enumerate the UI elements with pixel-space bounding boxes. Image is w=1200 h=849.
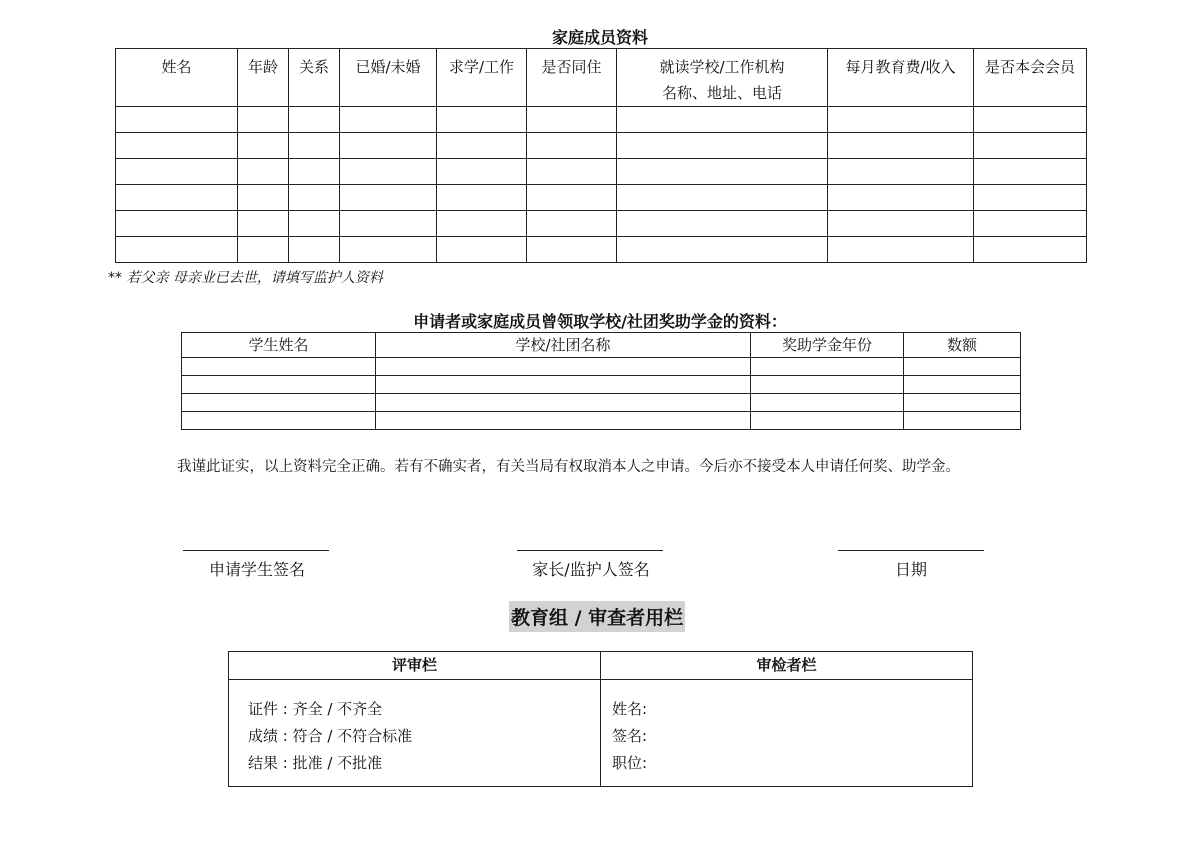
table-cell[interactable] bbox=[527, 237, 617, 263]
table-cell[interactable] bbox=[828, 133, 974, 159]
table-cell[interactable] bbox=[116, 159, 238, 185]
table-cell[interactable] bbox=[751, 412, 904, 430]
table-row bbox=[116, 133, 1087, 159]
table-cell[interactable] bbox=[527, 185, 617, 211]
table-cell[interactable] bbox=[340, 107, 437, 133]
table-cell[interactable] bbox=[289, 159, 340, 185]
parent-signature-line[interactable] bbox=[517, 550, 663, 551]
review-box bbox=[228, 651, 973, 787]
table-cell[interactable] bbox=[340, 185, 437, 211]
table-cell[interactable] bbox=[116, 237, 238, 263]
header-study-work: 求学/工作 bbox=[437, 49, 527, 107]
table-row bbox=[116, 185, 1087, 211]
header-award-year: 奖助学金年份 bbox=[751, 333, 904, 358]
header-member: 是否本会会员 bbox=[974, 49, 1087, 107]
table-cell[interactable] bbox=[828, 107, 974, 133]
table-cell[interactable] bbox=[527, 211, 617, 237]
header-marital: 已婚/未婚 bbox=[340, 49, 437, 107]
parent-signature-label: 家长/监护人签名 bbox=[532, 560, 650, 579]
table-cell[interactable] bbox=[974, 159, 1087, 185]
table-cell[interactable] bbox=[116, 211, 238, 237]
student-signature-line[interactable] bbox=[183, 550, 329, 551]
family-members-table bbox=[115, 48, 1087, 263]
header-school-org-line1: 就读学校/工作机构 bbox=[659, 58, 785, 76]
table-cell[interactable] bbox=[289, 185, 340, 211]
date-label: 日期 bbox=[894, 560, 927, 579]
table-row bbox=[116, 107, 1087, 133]
guardian-note: ** 若父亲 母亲业已去世，请填写监护人资料 bbox=[108, 270, 383, 286]
header-student-name: 学生姓名 bbox=[182, 333, 376, 358]
review-right-header: 审检者栏 bbox=[601, 652, 972, 680]
declaration-text: 我谨此证实，以上资料完全正确。若有不确实者，有关当局有权取消本人之申请。今后亦不接受本人申请任何奖、助学金。 bbox=[177, 459, 960, 475]
table-cell[interactable] bbox=[751, 394, 904, 412]
table-cell[interactable] bbox=[238, 185, 289, 211]
table-cell[interactable] bbox=[974, 133, 1087, 159]
table-cell[interactable] bbox=[116, 185, 238, 211]
table-cell[interactable] bbox=[182, 358, 376, 376]
table-cell[interactable] bbox=[116, 107, 238, 133]
header-school-org bbox=[617, 49, 828, 107]
table-cell[interactable] bbox=[437, 159, 527, 185]
table-cell[interactable] bbox=[904, 358, 1021, 376]
table-cell[interactable] bbox=[974, 237, 1087, 263]
table-cell[interactable] bbox=[376, 394, 751, 412]
table-cell[interactable] bbox=[182, 394, 376, 412]
table-cell[interactable] bbox=[289, 237, 340, 263]
table-cell[interactable] bbox=[437, 107, 527, 133]
table-cell[interactable] bbox=[289, 133, 340, 159]
student-signature-label: 申请学生签名 bbox=[208, 560, 305, 579]
table-cell[interactable] bbox=[376, 376, 751, 394]
family-section-title: 家庭成员资料 bbox=[551, 28, 648, 47]
table-cell[interactable] bbox=[617, 107, 828, 133]
table-cell[interactable] bbox=[182, 376, 376, 394]
table-cell[interactable] bbox=[828, 159, 974, 185]
table-cell[interactable] bbox=[238, 159, 289, 185]
table-cell[interactable] bbox=[116, 133, 238, 159]
table-cell[interactable] bbox=[182, 412, 376, 430]
table-cell[interactable] bbox=[974, 185, 1087, 211]
table-cell[interactable] bbox=[904, 412, 1021, 430]
table-row bbox=[116, 159, 1087, 185]
reviewer-position-line: 职位: bbox=[612, 754, 648, 772]
table-cell[interactable] bbox=[238, 133, 289, 159]
header-name: 姓名 bbox=[116, 49, 238, 107]
date-line[interactable] bbox=[838, 550, 984, 551]
review-section-title: 教育组 / 审查者用栏 bbox=[509, 601, 685, 632]
header-relation: 关系 bbox=[289, 49, 340, 107]
table-cell[interactable] bbox=[238, 107, 289, 133]
table-cell[interactable] bbox=[751, 358, 904, 376]
header-school-org-line2: 名称、地址、电话 bbox=[661, 84, 782, 102]
table-cell[interactable] bbox=[238, 211, 289, 237]
table-cell[interactable] bbox=[527, 107, 617, 133]
table-row bbox=[182, 376, 1021, 394]
table-cell[interactable] bbox=[617, 237, 828, 263]
header-amount: 数额 bbox=[904, 333, 1021, 358]
table-cell[interactable] bbox=[617, 133, 828, 159]
table-cell[interactable] bbox=[340, 211, 437, 237]
table-cell[interactable] bbox=[617, 211, 828, 237]
table-cell[interactable] bbox=[340, 159, 437, 185]
grades-line: 成绩 : 符合 / 不符合标准 bbox=[248, 727, 413, 745]
table-cell[interactable] bbox=[437, 237, 527, 263]
table-row bbox=[182, 394, 1021, 412]
table-cell[interactable] bbox=[289, 211, 340, 237]
review-left-column bbox=[229, 652, 601, 786]
header-monthly-fee: 每月教育费/收入 bbox=[828, 49, 974, 107]
result-line: 结果 : 批准 / 不批准 bbox=[248, 754, 383, 772]
table-cell[interactable] bbox=[904, 376, 1021, 394]
header-school-society: 学校/社团名称 bbox=[376, 333, 751, 358]
table-cell[interactable] bbox=[527, 159, 617, 185]
award-section-title: 申请者或家庭成员曾领取学校/社团奖助学金的资料： bbox=[413, 312, 787, 331]
documents-line: 证件 : 齐全 / 不齐全 bbox=[248, 700, 383, 718]
table-cell[interactable] bbox=[828, 237, 974, 263]
table-cell[interactable] bbox=[974, 211, 1087, 237]
table-cell[interactable] bbox=[437, 211, 527, 237]
header-live-together: 是否同住 bbox=[527, 49, 617, 107]
table-cell[interactable] bbox=[617, 185, 828, 211]
review-right-column bbox=[601, 652, 972, 786]
table-cell[interactable] bbox=[527, 133, 617, 159]
table-row bbox=[116, 237, 1087, 263]
table-cell[interactable] bbox=[376, 358, 751, 376]
table-cell[interactable] bbox=[751, 376, 904, 394]
table-row bbox=[116, 211, 1087, 237]
table-row bbox=[182, 412, 1021, 430]
header-age: 年龄 bbox=[238, 49, 289, 107]
award-table bbox=[181, 332, 1021, 430]
review-left-header: 评审栏 bbox=[229, 652, 600, 680]
table-cell[interactable] bbox=[974, 107, 1087, 133]
table-cell[interactable] bbox=[340, 237, 437, 263]
table-cell[interactable] bbox=[340, 133, 437, 159]
table-cell[interactable] bbox=[376, 412, 751, 430]
table-cell[interactable] bbox=[828, 211, 974, 237]
table-row bbox=[182, 358, 1021, 376]
reviewer-name-line: 姓名: bbox=[612, 700, 648, 718]
table-cell[interactable] bbox=[904, 394, 1021, 412]
table-cell[interactable] bbox=[289, 107, 340, 133]
table-cell[interactable] bbox=[437, 185, 527, 211]
table-cell[interactable] bbox=[617, 159, 828, 185]
reviewer-signature-line: 签名: bbox=[612, 727, 648, 745]
table-cell[interactable] bbox=[238, 237, 289, 263]
table-cell[interactable] bbox=[828, 185, 974, 211]
table-cell[interactable] bbox=[437, 133, 527, 159]
